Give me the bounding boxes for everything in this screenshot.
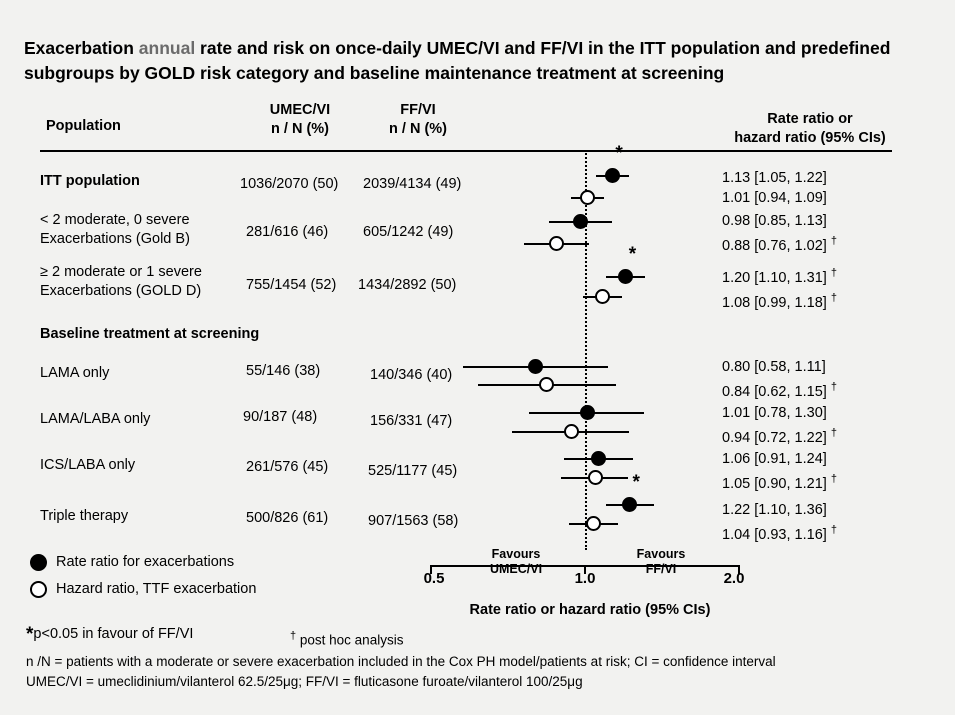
estimate-rate-ratio-6: 1.22 [1.10, 1.36]	[722, 502, 827, 518]
cell-ffvi-5: 525/1177 (45)	[368, 463, 458, 479]
estimate-hazard-ratio-3: 0.84 [0.62, 1.15] †	[722, 381, 837, 400]
column-header-ratio	[690, 110, 930, 148]
section-header-label: Baseline treatment at screening	[40, 326, 260, 342]
asterisk-icon: *	[26, 624, 34, 645]
hazard-ratio-marker	[564, 424, 579, 439]
column-header-population: Population	[46, 118, 121, 134]
hazard-ratio-marker	[595, 289, 610, 304]
hazard-ratio-marker	[586, 516, 601, 531]
axis-tick-label-2: 2.0	[723, 570, 745, 587]
reference-line	[585, 150, 587, 550]
cell-umec-3: 55/146 (38)	[246, 363, 321, 379]
estimate-hazard-ratio-5: 1.05 [0.90, 1.21] †	[722, 473, 837, 492]
rate-ratio-marker	[528, 359, 543, 374]
significance-asterisk: *	[628, 244, 637, 265]
column-header-umec	[240, 101, 360, 139]
rate-ratio-marker	[580, 405, 595, 420]
table-row-label-2	[40, 263, 202, 301]
cell-ffvi-4: 156/331 (47)	[370, 413, 453, 429]
row-label-line1: LAMA only	[40, 365, 110, 381]
table-row-label-6	[40, 507, 128, 526]
hazard-ratio-marker	[588, 470, 603, 485]
table-row-label-3	[40, 364, 109, 383]
rate-ratio-marker	[605, 168, 620, 183]
column-header-umec-line1: UMEC/VI	[269, 102, 331, 118]
forest-plot	[430, 143, 740, 550]
table-row-label-5	[40, 456, 135, 475]
legend-label-hazard-ratio: Hazard ratio, TTF exacerbation	[56, 581, 257, 597]
dagger-marker: †	[830, 235, 837, 247]
axis-tick-label-0: 0.5	[423, 570, 445, 587]
dagger-marker: †	[830, 524, 837, 536]
significance-asterisk: *	[615, 143, 623, 164]
cell-ffvi-6: 907/1563 (58)	[368, 513, 459, 529]
estimate-rate-ratio-3: 0.80 [0.58, 1.11]	[722, 359, 826, 375]
column-header-ratio-line1: Rate ratio or	[767, 111, 853, 127]
row-label-line1: Triple therapy	[40, 508, 129, 524]
row-label-line2: Exacerbations (GOLD D)	[40, 283, 202, 299]
axis-tick-label-1: 1.0	[574, 570, 596, 587]
rate-ratio-marker	[573, 214, 588, 229]
hazard-ratio-marker	[539, 377, 554, 392]
footnote-star: *p<0.05 in favour of FF/VI	[26, 624, 194, 645]
open-circle-icon	[30, 581, 47, 598]
column-header-umec-line2: n / N (%)	[271, 121, 329, 137]
estimate-rate-ratio-1: 0.98 [0.85, 1.13]	[722, 213, 827, 229]
page-title	[24, 36, 929, 86]
estimate-rate-ratio-2: 1.20 [1.10, 1.31] †	[722, 267, 837, 286]
rate-ratio-marker	[591, 451, 606, 466]
hazard-ratio-marker	[580, 190, 595, 205]
row-label-line1: ITT population	[40, 173, 140, 189]
row-label-line2: Exacerbations (Gold B)	[40, 231, 190, 247]
cell-ffvi-2: 1434/2892 (50)	[358, 277, 457, 293]
cell-ffvi-3: 140/346 (40)	[370, 367, 453, 383]
estimate-rate-ratio-4: 1.01 [0.78, 1.30]	[722, 405, 827, 421]
dagger-icon: †	[290, 630, 297, 642]
axis-title: Rate ratio or hazard ratio (95% CIs)	[469, 602, 711, 618]
row-label-line1: LAMA/LABA only	[40, 411, 151, 427]
title-part2: rate and risk on once-daily UMEC/VI and FF/VI in the ITT population and predefined subgroups by GOLD risk category and baseline maintenance treatment at screening	[24, 38, 891, 83]
column-header-ratio-line2: hazard ratio (95% CIs)	[734, 130, 886, 146]
cell-umec-1: 281/616 (46)	[246, 224, 329, 240]
favours-umec-label: Favours UMEC/VI	[489, 547, 543, 576]
estimate-hazard-ratio-2: 1.08 [0.99, 1.18] †	[722, 291, 837, 311]
column-header-ffvi-line1: FF/VI	[400, 102, 436, 118]
rate-ratio-marker	[622, 497, 637, 512]
footnote-dagger: † post hoc analysis	[290, 630, 404, 648]
dagger-marker: †	[830, 267, 837, 279]
legend-label-rate-ratio: Rate ratio for exacerbations	[56, 554, 235, 570]
title-highlight: annual	[138, 38, 196, 58]
cell-ffvi-0: 2039/4134 (49)	[363, 176, 462, 192]
estimate-rate-ratio-5: 1.06 [0.91, 1.24]	[722, 451, 827, 467]
dagger-marker: †	[830, 473, 837, 485]
table-row-label-4	[40, 410, 150, 429]
dagger-marker: †	[830, 427, 837, 439]
estimate-hazard-ratio-1: 0.88 [0.76, 1.02] †	[722, 235, 837, 254]
cell-umec-4: 90/187 (48)	[243, 409, 318, 425]
significance-asterisk: *	[632, 472, 640, 493]
rate-ratio-marker	[618, 269, 633, 284]
row-label-line1: < 2 moderate, 0 severe	[40, 212, 190, 228]
cell-umec-2: 755/1454 (52)	[246, 277, 337, 293]
footnote-line2: n /N = patients with a moderate or severe exacerbation included in the Cox PH model/patients at risk; CI = confidence interval	[26, 654, 776, 669]
footnote-line3: UMEC/VI = umeclidinium/vilanterol 62.5/25μg; FF/VI = fluticasone furoate/vilanterol 100/25μg	[26, 674, 583, 689]
row-label-line1: ≥ 2 moderate or 1 severe	[40, 264, 202, 280]
estimate-hazard-ratio-6: 1.04 [0.93, 1.16] †	[722, 524, 837, 543]
row-label-line1: ICS/LABA only	[40, 457, 136, 473]
cell-umec-0: 1036/2070 (50)	[240, 176, 339, 192]
title-part1: Exacerbation	[24, 38, 139, 58]
estimate-rate-ratio-0: 1.13 [1.05, 1.22]	[722, 170, 827, 186]
table-row-label-1	[40, 211, 190, 249]
dagger-marker: †	[830, 381, 837, 393]
estimate-hazard-ratio-4: 0.94 [0.72, 1.22] †	[722, 427, 837, 446]
column-header-ffvi	[363, 101, 473, 139]
table-row-label-0	[40, 172, 140, 191]
column-header-ffvi-line2: n / N (%)	[389, 121, 447, 137]
section-header-baseline	[40, 325, 259, 344]
cell-umec-6: 500/826 (61)	[246, 510, 329, 526]
favours-ffvi-label: Favours FF/VI	[636, 547, 686, 576]
hazard-ratio-marker	[549, 236, 564, 251]
cell-ffvi-1: 605/1242 (49)	[363, 224, 454, 240]
dagger-marker: †	[830, 291, 837, 304]
filled-circle-icon	[30, 554, 47, 571]
cell-umec-5: 261/576 (45)	[246, 459, 329, 475]
estimate-hazard-ratio-0: 1.01 [0.94, 1.09]	[722, 190, 827, 206]
